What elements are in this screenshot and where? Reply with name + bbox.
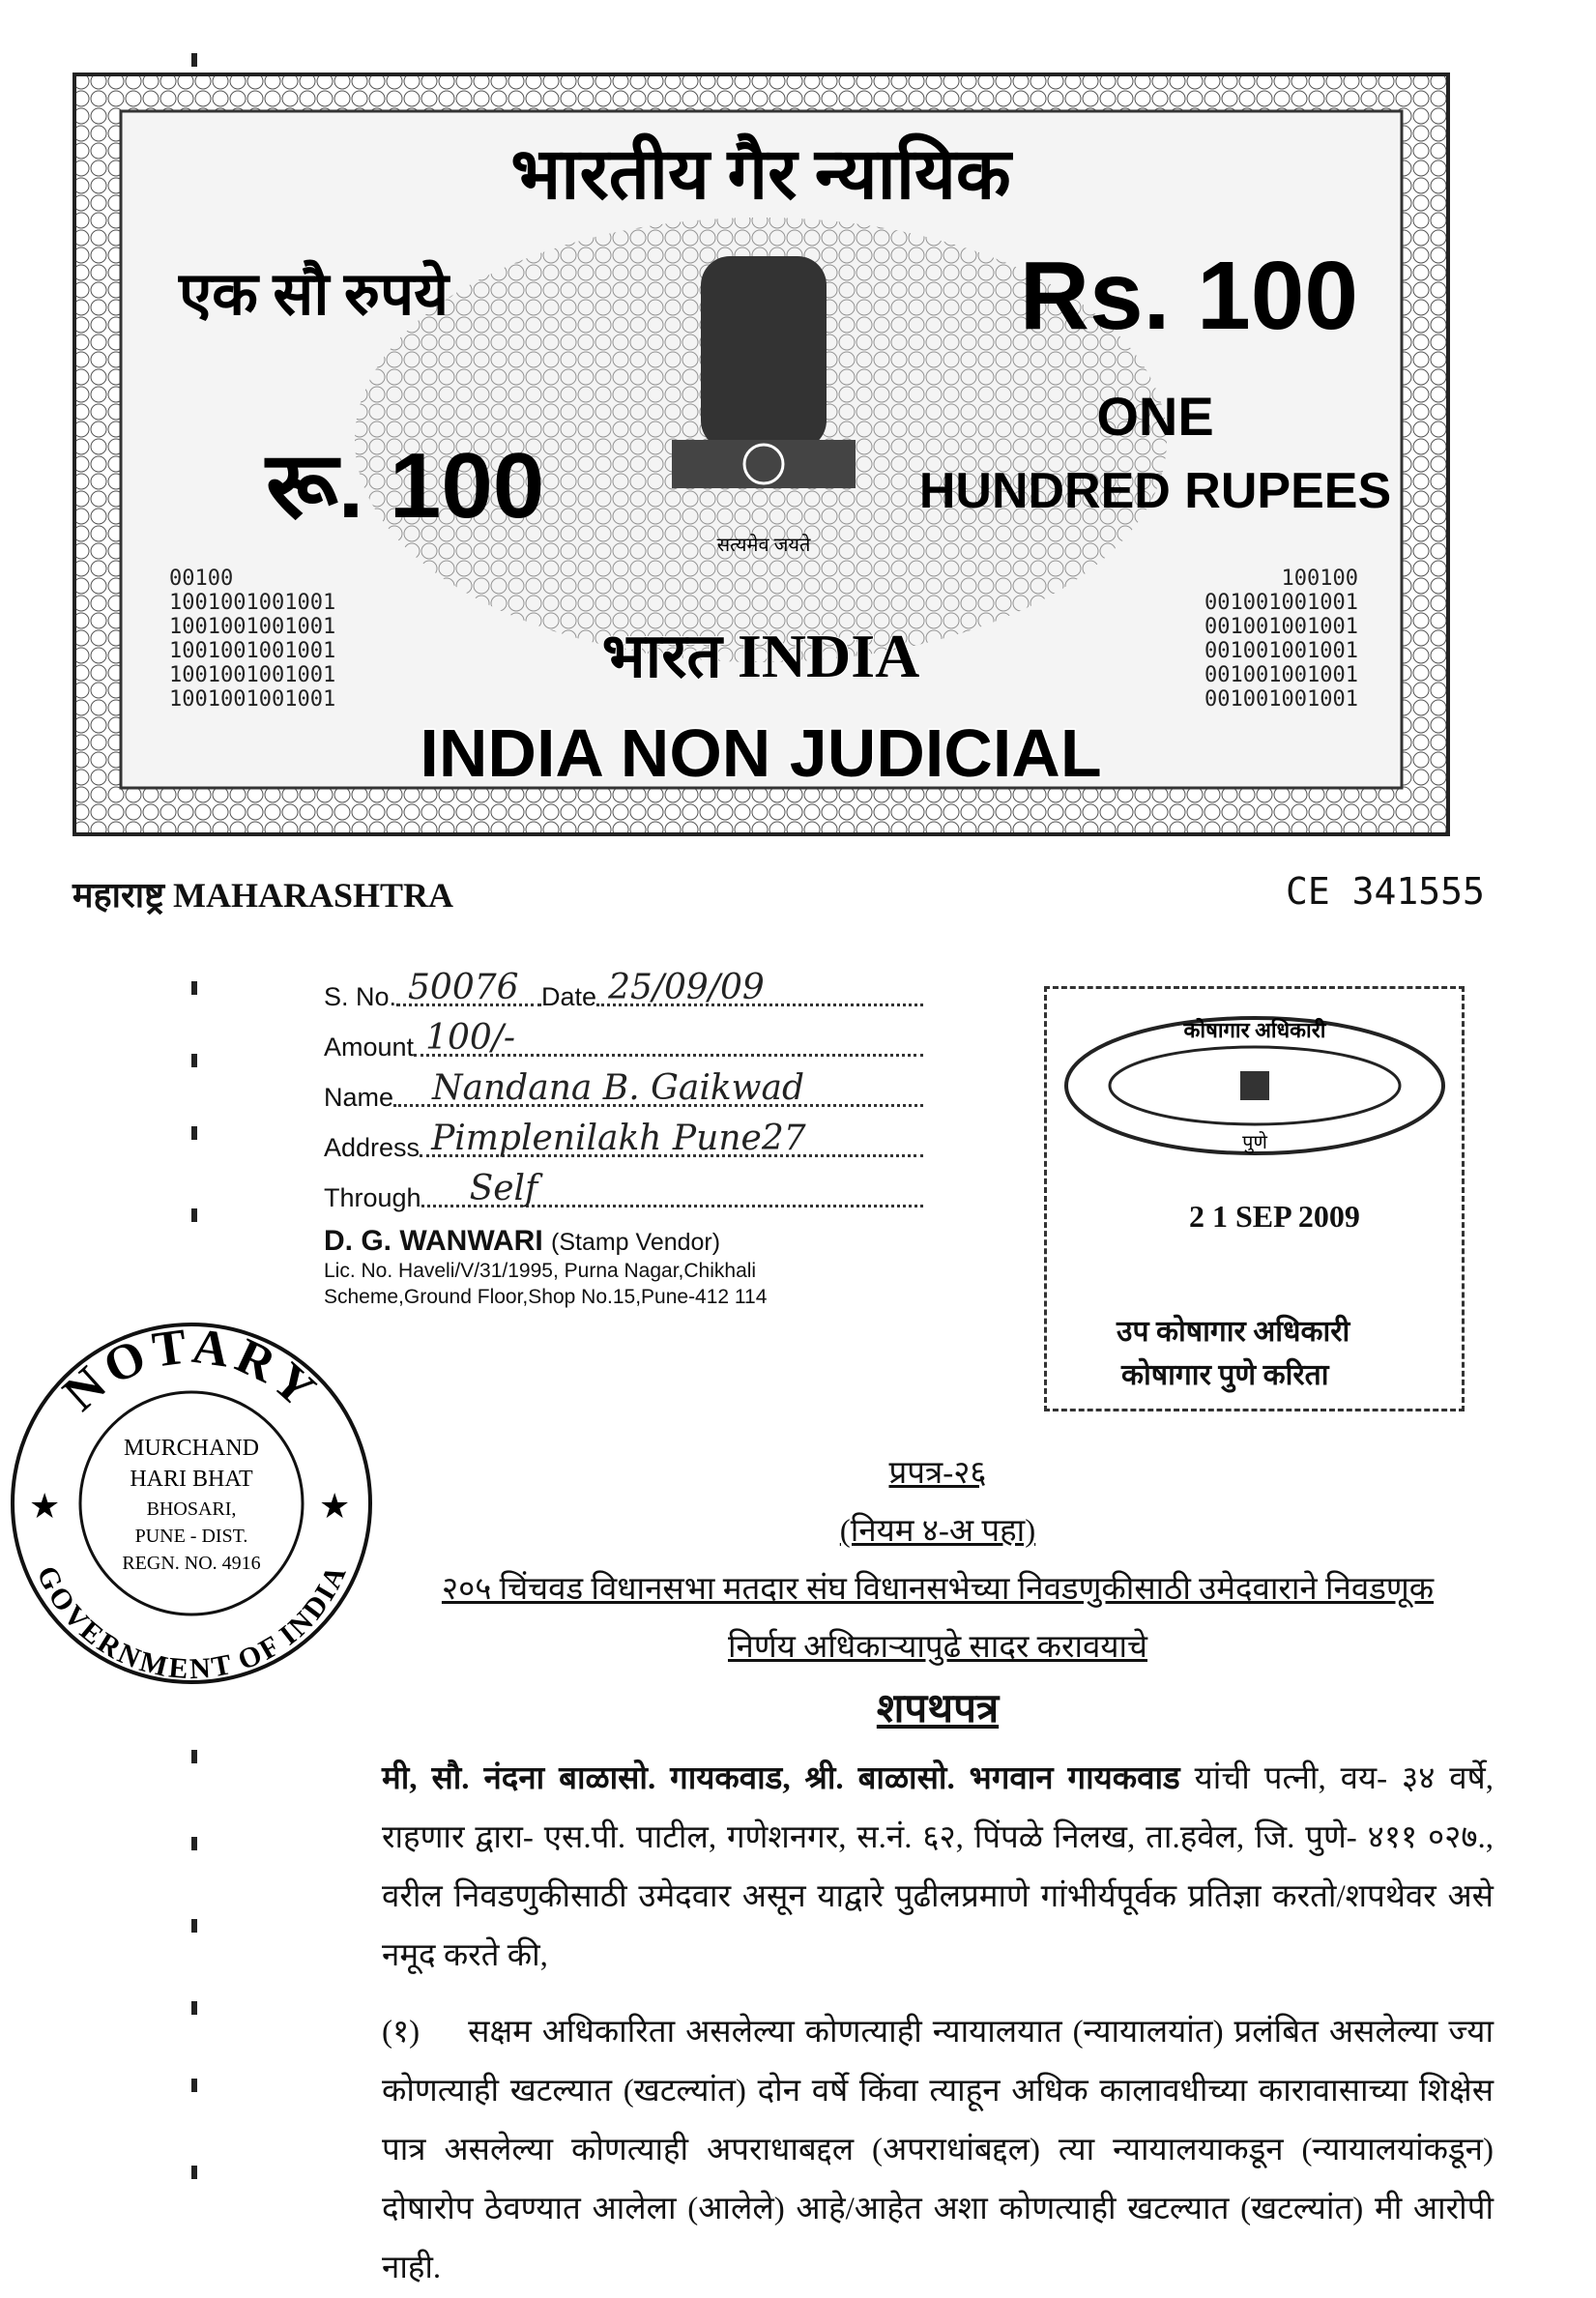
- scan-mark: [191, 981, 197, 995]
- scan-mark: [191, 1837, 197, 1850]
- scan-mark: [191, 2001, 197, 2015]
- binary-left-5: 1001001001001: [169, 687, 336, 712]
- treasury-officer-line-2: कोषागार पुणे करिता: [1121, 1359, 1329, 1391]
- binary-right-1: 001001001001: [1204, 591, 1358, 615]
- stamp-title-hindi: भारतीय गैर न्यायिक: [510, 135, 1011, 215]
- binary-right-4: 001001001001: [1204, 663, 1358, 687]
- binary-left-1: 1001001001001: [169, 591, 336, 615]
- stamp-value-rs: Rs. 100: [1019, 242, 1358, 350]
- stamp-type: INDIA NON JUDICIAL: [420, 715, 1102, 791]
- heading-line-1: २०५ चिंचवड विधानसभा मतदार संघ विधानसभेच्या निवडणुकीसाठी उमेदवाराने निवडणूक: [441, 1572, 1435, 1607]
- document-title: शपथपत्र: [876, 1687, 1000, 1731]
- svg-text:कोषागार अधिकारी: कोषागार अधिकारी: [1183, 1018, 1326, 1042]
- emblem-icon: [1240, 1071, 1269, 1100]
- through-value: Self: [469, 1169, 538, 1208]
- form-number: प्रपत्र-२६: [888, 1456, 987, 1491]
- stamp-value-hindi: एक सौ रुपये: [179, 262, 450, 328]
- through-row: [324, 1163, 923, 1213]
- through-label: Through: [324, 1183, 421, 1212]
- notary-seal: [8, 1320, 375, 1687]
- scan-mark: [191, 1054, 197, 1067]
- svg-text:पुणे: पुणे: [1242, 1132, 1267, 1153]
- state-label: महाराष्ट्र MAHARASHTRA: [73, 876, 454, 915]
- vendor-role: (Stamp Vendor): [551, 1229, 721, 1256]
- stamp-motto: सत्यमेव जयते: [716, 535, 811, 556]
- svg-text:NOTARY: NOTARY: [52, 1320, 331, 1422]
- date-label: Date: [541, 982, 597, 1011]
- scan-mark: [191, 2079, 197, 2092]
- address-row: [324, 1113, 923, 1163]
- rule-reference: (नियम ४-अ पहा): [839, 1514, 1036, 1549]
- binary-right-5: 001001001001: [1204, 687, 1358, 712]
- treasury-officer-line-1: उप कोषागार अधिकारी: [1117, 1316, 1350, 1348]
- sno-date-row: [324, 962, 923, 1012]
- scan-mark: [191, 53, 197, 67]
- amount-row: [324, 1012, 923, 1062]
- heading-line-2: निर्णय अधिकाऱ्यापुढे सादर करावयाचे: [727, 1630, 1148, 1665]
- stamp-value-ru: रू. 100: [266, 434, 545, 538]
- star-icon: ★: [29, 1487, 61, 1526]
- amount-label: Amount: [324, 1033, 415, 1062]
- affidavit-paragraph-1: मी, सौ. नंदना बाळासो. गायकवाड, श्री. बाळासो. भगवान गायकवाड यांची पत्नी, वय- ३४ वर्षे, राहणार द्वारा- एस.पी. पाटील, गणेशनगर, स.नं. ६२, पिंपळे निलख, ता.हवेल, जि. पुणे- ४११ ०२७., वरील निवडणुकीसाठी उमेदवार असून याद्वारे पुढीलप्रमाणे गांभीर्यपूर्वक प्रतिज्ञा करतो/शपथेवर असे नमूद करते की,: [382, 1761, 1494, 1973]
- license-line-2: Scheme,Ground Floor,Shop No.15,Pune-412 114: [324, 1286, 768, 1308]
- binary-right-3: 001001001001: [1204, 639, 1358, 663]
- stamp-paper-header: [73, 73, 1450, 836]
- scan-mark: [191, 1919, 197, 1933]
- address-value: Pimplenilakh Pune27: [431, 1119, 806, 1158]
- affidavit-body: [382, 1450, 1494, 2298]
- binary-right-2: 001001001001: [1204, 615, 1358, 639]
- star-icon: ★: [319, 1487, 351, 1526]
- binary-left-4: 1001001001001: [169, 663, 336, 687]
- svg-text:BHOSARI,: BHOSARI,: [146, 1498, 237, 1520]
- scan-mark: [191, 2166, 197, 2179]
- binary-left-3: 1001001001001: [169, 639, 336, 663]
- name-row: [324, 1062, 923, 1113]
- date-value: 25/09/09: [608, 968, 765, 1007]
- amount-value: 100/-: [425, 1018, 516, 1058]
- name-value: Nandana B. Gaikwad: [432, 1068, 804, 1108]
- stamp-country: भारत INDIA: [601, 622, 920, 690]
- vendor-name: D. G. WANWARI (Stamp Vendor): [324, 1225, 721, 1257]
- svg-text:GOVERNMENT OF INDIA: GOVERNMENT OF INDIA: [30, 1560, 353, 1686]
- svg-text:REGN. NO. 4916: REGN. NO. 4916: [122, 1553, 261, 1574]
- binary-right-0: 100100: [1281, 567, 1358, 591]
- binary-left-2: 1001001001001: [169, 615, 336, 639]
- name-label: Name: [324, 1083, 394, 1112]
- binary-left-0: 00100: [169, 567, 234, 591]
- treasury-seal-oval: [1047, 989, 1463, 1182]
- address-label: Address: [324, 1133, 421, 1162]
- stamp-serial-number: CE 341555: [1286, 870, 1485, 913]
- sno-value: 50076: [408, 968, 519, 1007]
- stamp-words-2: HUNDRED RUPEES: [918, 463, 1392, 519]
- svg-text:MURCHAND: MURCHAND: [123, 1436, 260, 1461]
- svg-text:PUNE - DIST.: PUNE - DIST.: [134, 1526, 248, 1547]
- scan-mark: [191, 1750, 197, 1763]
- affidavit-paragraph-2: (१) सक्षम अधिकारिता असलेल्या कोणत्याही न्यायालयात (न्यायालयांत) प्रलंबित असलेल्या ज्या कोणत्याही खटल्यात (खटल्यांत) दोन वर्षे किंवा त्याहून अधिक कालावधीच्या कारावासाच्या शिक्षेस पात्र असलेल्या कोणत्याही अपराधाबद्दल (अपराधांबद्दल) त्या न्यायालयाकडून (न्यायालयांकडून) दोषारोप ठेवण्यात आलेला (आलेले) आहे/आहेत अशा कोणत्याही खटल्यात (खटल्यांत) मी आरोपी नाही.: [382, 2015, 1494, 2285]
- scan-mark: [191, 1208, 197, 1222]
- scan-mark: [191, 1126, 197, 1140]
- sno-label: S. No.: [324, 982, 397, 1011]
- stamp-vendor-block: [324, 962, 923, 1310]
- stamp-words-1: ONE: [1096, 386, 1214, 447]
- license-line-1: Lic. No. Haveli/V/31/1995, Purna Nagar,Chikhali: [324, 1260, 757, 1282]
- treasury-seal-date: 2 1 SEP 2009: [1189, 1199, 1360, 1234]
- svg-text:HARI BHAT: HARI BHAT: [130, 1467, 253, 1492]
